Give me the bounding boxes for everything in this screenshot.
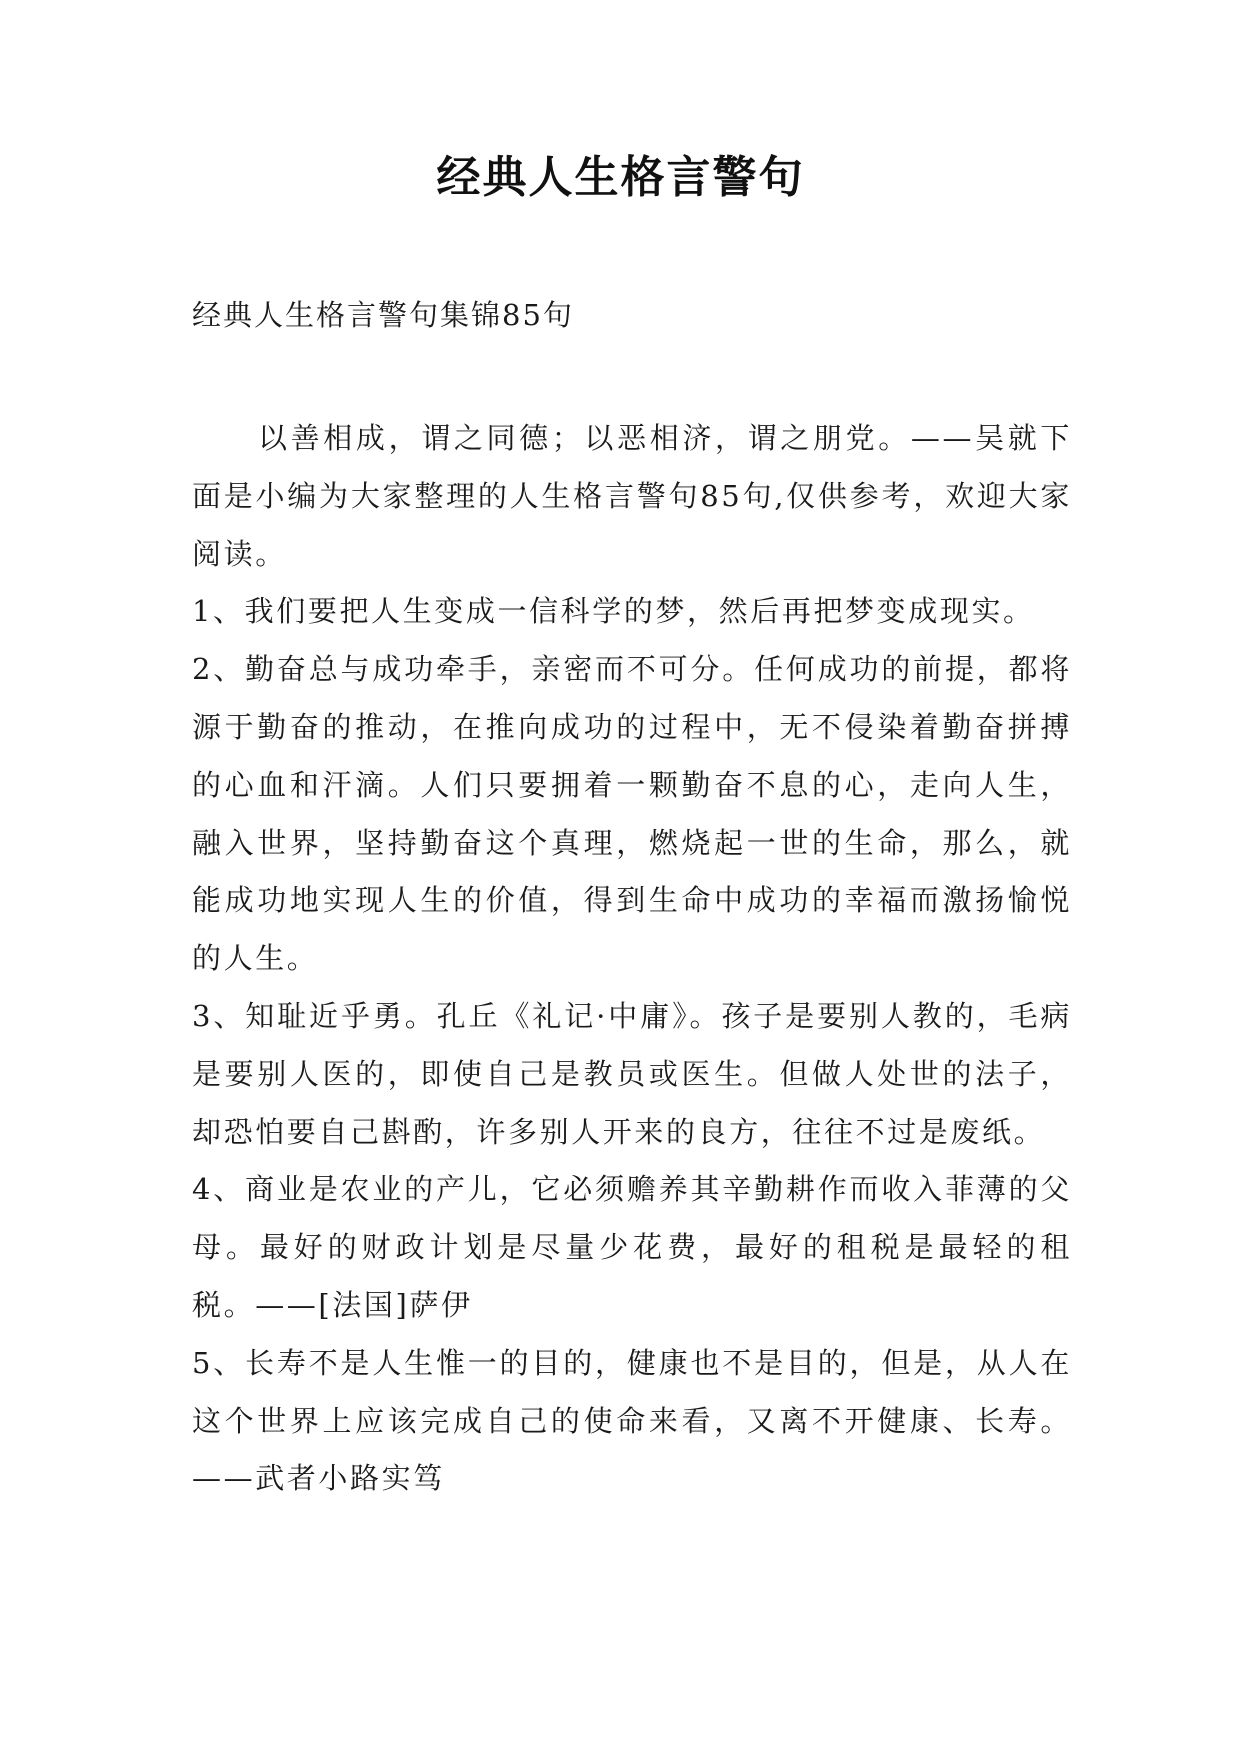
quote-item-5: 5、长寿不是人生惟一的目的，健康也不是目的，但是，从人在这个世界上应该完成自己的使命来看，又离不开健康、长寿。——武者小路实笃 [192, 1345, 1072, 1496]
quote-item-1: 1、我们要把人生变成一信科学的梦，然后再把梦变成现实。 [192, 594, 1035, 629]
intro-paragraph: 以善相成，谓之同德；以恶相济，谓之朋党。——吴就下面是小编为大家整理的人生格言警句85句,仅供参考，欢迎大家阅读。 [192, 421, 1072, 571]
document-body [192, 410, 1072, 1508]
document-title: 经典人生格言警句 [436, 152, 805, 203]
document-subtitle: 经典人生格言警句集锦85句 [192, 298, 574, 332]
quote-item-4: 4、商业是农业的产儿，它必须赡养其辛勤耕作而收入菲薄的父母。最好的财政计划是尽量少花费，最好的租税是最轻的租税。——[法国]萨伊 [192, 1172, 1072, 1322]
quote-item-2: 2、勤奋总与成功牵手，亲密而不可分。任何成功的前提，都将源于勤奋的推动，在推向成功的过程中，无不侵染着勤奋拼搏的心血和汗滴。人们只要拥着一颗勤奋不息的心，走向人生，融入世界，坚持勤奋这个真理，燃烧起一世的生命，那么，就能成功地实现人生的价值，得到生命中成功的幸福而激扬愉悦的人生。 [192, 652, 1072, 976]
quote-item-3: 3、知耻近乎勇。孔丘《礼记·中庸》。孩子是要别人教的，毛病是要别人医的，即使自己是教员或医生。但做人处世的法子，却恐怕要自己斟酌，许多别人开来的良方，往往不过是废纸。 [192, 998, 1072, 1149]
